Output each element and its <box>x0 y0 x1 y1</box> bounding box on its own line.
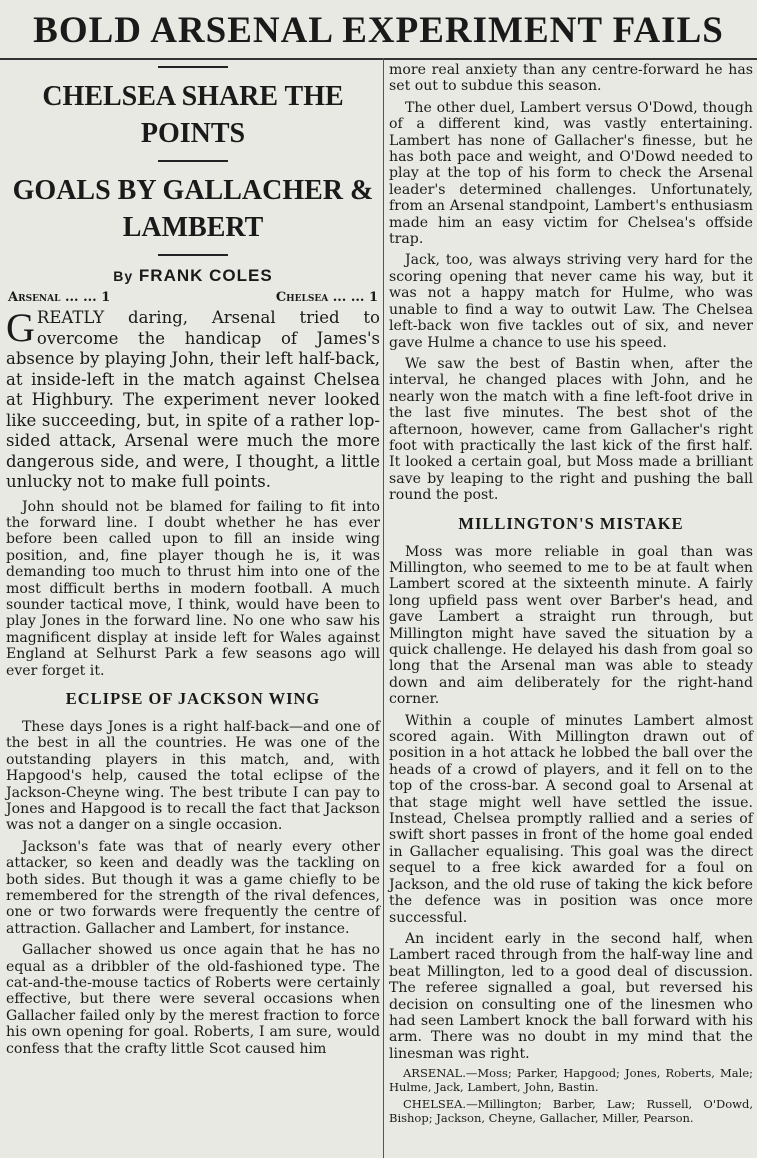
team-lineup-chelsea: CHELSEA.—Millington; Barber, Law; Russell, O'Dowd, Bishop; Jackson, Cheyne, Gallacher, Miller, Pearson. <box>389 1097 753 1125</box>
score-line <box>8 290 378 306</box>
away-goals: ... 1 <box>350 290 378 305</box>
article-paragraph: Jack, too, was always striving very hard for the scoring opening that never came his way, but it was not a happy match for Hulme, who was unable to find a way to outwit Law. The Chelsea left-back won five tackles out of six, and never gave Hulme a chance to use his speed. <box>389 252 753 351</box>
home-goals: ... 1 <box>83 290 111 305</box>
article-paragraph: The other duel, Lambert versus O'Dowd, though of a different kind, was vastly entertaining. Lambert has none of Gallacher's finesse, but he has both pace and weight, and O'Dowd needed to play at the top of his form to check the Arsenal leader's determined challenges. Unfortunately, from an Arsenal standpoint, Lambert's enthusiasm made him an easy victim for Chelsea's offside trap. <box>389 99 753 248</box>
byline-author: FRANK COLES <box>138 266 273 285</box>
column-rule <box>383 58 384 1158</box>
article-paragraph: Within a couple of minutes Lambert almost scored again. With Millington drawn out of position in a hot attack he lobbed the ball over the heads of a crowd of players, and it fell on to the top of the cross-bar. A second goal to Arsenal at that stage might well have settled the issue. Instead, Chelsea promptly rallied and a series of swift short passes in front of the home goal ended in Gallacher equalising. This goal was the direct sequel to a free kick awarded for a foul on Jackson, and the old ruse of taking the kick before the defence was in position was once more successful. <box>389 712 753 926</box>
lead-paragraph <box>6 305 380 493</box>
article-paragraph: John should not be blamed for failing to fit into the forward line. I doubt whether he has ever before been called upon to fill an inside wing position, and, fine player though he is, it was demanding too much to thrust him into one of the most difficult berths in modern football. A much sounder tactical move, I think, would have been to play Jones in the forward line. No one who saw his magnificent display at inside left for Wales against England at Selhurst Park a few seasons ago will ever forget it. <box>6 498 380 679</box>
lead-text: REATLY daring, Arsenal tried to overcome the handicap of James's absence by playing John, their left half-back, at inside-left in the match against Chelsea at Highbury. The experiment never looked like succeeding, but, in spite of a rather lop-sided attack, Arsenal were much the more dangerous side, and were, I thought, a little unlucky not to make full points. <box>6 308 380 491</box>
byline <box>6 266 380 286</box>
article-paragraph: We saw the best of Bastin when, after the interval, he changed places with John, and he nearly won the match with a fine left-foot drive in the last five minutes. The best shot of the afternoon, however, came from Gallacher's right foot with practically the last kick of the first half. It looked a certain goal, but Moss made a brilliant save by leaping to the right and pushing the ball round the post. <box>389 355 753 504</box>
deck-goals: GOALS BY GALLACHER & LAMBERT <box>12 175 374 243</box>
article-paragraph: An incident early in the second half, when Lambert raced through from the half-way line and beat Millington, led to a good deal of discussion. The referee signalled a goal, but reversed his decision on consulting one of the linesmen who had seen Lambert knock the ball forward with his arm. There was no doubt in my mind that the linesman was right. <box>389 930 753 1062</box>
deck-chelsea-share: CHELSEA SHARE THE POINTS <box>42 81 344 149</box>
article-paragraph: Jackson's fate was that of nearly every other attacker, so keen and deadly was the tackling on both sides. But though it was a game chiefly to be remembered for the strength of the rival defences, one or two forwards were frequently the centre of attraction. Gallacher and Lambert, for instance. <box>6 838 380 937</box>
away-team: Chelsea <box>275 290 329 305</box>
article-paragraph: Moss was more reliable in goal than was Millington, who seemed to me to be at fault when Lambert scored at the sixteenth minute. A fairly long upfield pass went over Barber's head, and gave Lambert a straight run through, but Millington might have saved the situation by a quick challenge. He delayed his dash from goal so long that the Arsenal man was able to steady down and aim deliberately for the right-hand corner. <box>389 543 753 708</box>
headline: BOLD ARSENAL EXPERIMENT FAILS <box>33 10 724 51</box>
subhead-millington: MILLINGTON'S MISTAKE <box>458 513 684 533</box>
article-paragraph: Gallacher showed us once again that he has no equal as a dribbler of the old-fashioned type. The cat-and-the-mouse tactics of Roberts were certainly effective, but there were several occasions when Gallacher failed only by the merest fraction to force his own opening for goal. Roberts, I am sure, would confess that the crafty little Scot caused him <box>6 942 380 1057</box>
drop-cap: G <box>6 305 35 350</box>
byline-by: By <box>113 268 134 284</box>
team-lineup-arsenal: ARSENAL.—Moss; Parker, Hapgood; Jones, Roberts, Male; Hulme, Jack, Lambert, John, Bastin. <box>389 1066 753 1094</box>
score-home: Arsenal ... ... 1 <box>8 290 111 305</box>
score-away: Chelsea ... ... 1 <box>275 290 378 305</box>
right-column <box>389 62 753 1129</box>
byline-rule <box>158 254 228 256</box>
article-paragraph: These days Jones is a right half-back—and one of the best in all the countries. He was one of the outstanding players in this match, and, with Hapgood's help, caused the total eclipse of the Jackson-Cheyne wing. The best tribute I can pay to Jones and Hapgood is to recall the fact that Jackson was not a danger on a single occasion. <box>6 718 380 834</box>
deck-rule <box>158 66 228 68</box>
headline-rule <box>0 58 757 60</box>
subhead-eclipse: ECLIPSE OF JACKSON WING <box>65 688 321 708</box>
home-team: Arsenal <box>8 290 61 305</box>
left-column <box>6 62 380 1062</box>
deck-rule <box>158 160 228 162</box>
article-paragraph: more real anxiety than any centre-forward he has set out to subdue this season. <box>389 62 753 95</box>
